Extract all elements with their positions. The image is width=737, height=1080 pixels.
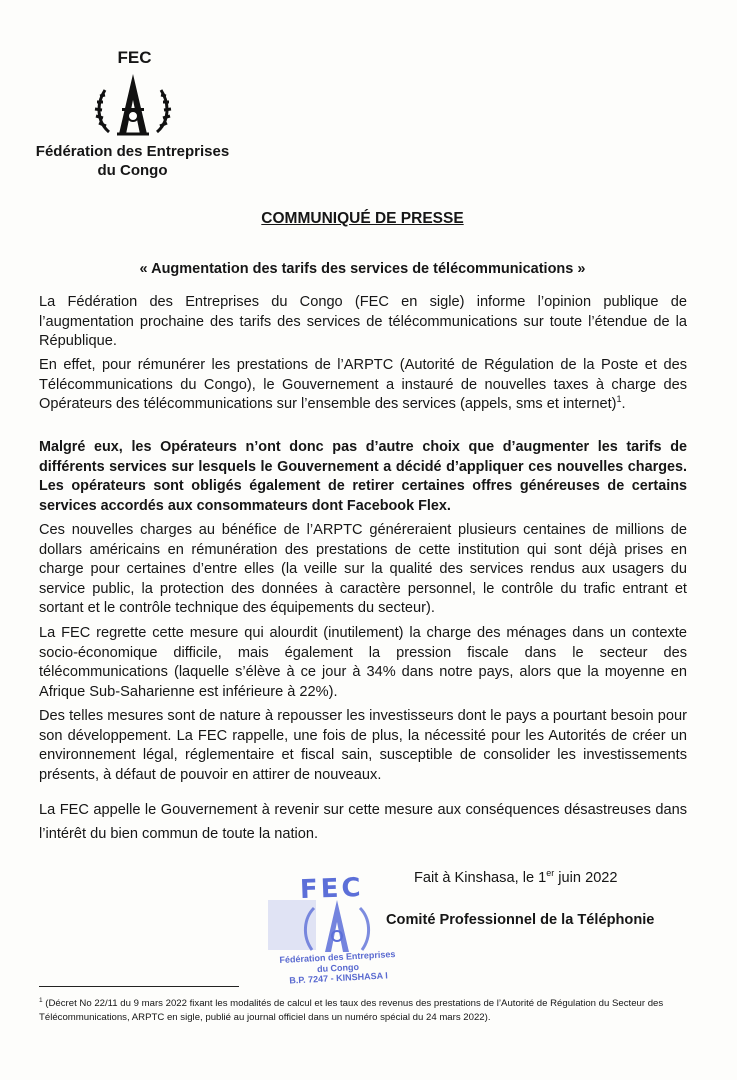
paragraph-context-text: En effet, pour rémunérer les prestations de l’ARPTC (Autorité de Régulation de la Poste et des Télécommunications du Congo), le Gouvernement a instauré de nouvelles taxes à charge des Opérateurs des télécommunications sur l’ensemble des services (appels, sms et internet) — [39, 357, 687, 412]
place-date-suffix: juin 2022 — [554, 869, 618, 886]
fec-stamp — [262, 870, 412, 990]
page-title: COMMUNIQUÉ DE PRESSE — [261, 210, 464, 227]
letterhead — [30, 48, 235, 180]
stamp-line2: du Congo — [316, 961, 360, 974]
footnote — [39, 994, 699, 1025]
paragraph-regret: La FEC regrette cette mesure qui alourdit (inutilement) la charge des ménages dans un contexte socio-économique difficile, mais également la pression fiscale dans le secteur des télécommunications (laquelle s’élève à ce jour à 34% dans notre pays, alors que la moyenne en Afrique Sub-Saharienne est inférieure à 22%). — [39, 625, 687, 700]
place-date-prefix: Fait à Kinshasa, le 1 — [414, 869, 547, 886]
press-release-subject: « Augmentation des tarifs des services de télécommunications » — [139, 261, 586, 277]
footnote-marker: 1 — [39, 997, 43, 1004]
place-and-date — [414, 868, 618, 886]
paragraph-investors: Des telles mesures sont de nature à repousser les investisseurs dont le pays a pourtant besoin pour son développement. La FEC rappelle, une fois de plus, la nécessité pour les Autorités de créer un environnement légal, réglementaire et fiscal sain, susceptible de consolider les investissements présents, à défaut de pouvoir en attirer de nouveaux. — [39, 708, 687, 783]
footnote-text: (Décret No 22/11 du 9 mars 2022 fixant les modalités de calcul et les taux des revenus des prestations de l’Autorité de Régulation du Secteur des Télécommunications, ARPTC en sigle, publié au journal officiel dans un numéro spécial du 24 mars 2022). — [39, 998, 664, 1024]
paragraph-arptc-charges: Ces nouvelles charges au bénéfice de l’ARPTC généreraient plusieurs centaines de millions de dollars américains en rémunération des prestations de cette institution qui sont déjà prises en charge pour certaines d’entre elles (la veille sur la qualité des services rendus aux usagers du service public, la protection des données à caractère personnel, le contrôle du trafic entrant et sortant et le contrôle technique des équipements du secteur). — [39, 522, 687, 616]
stamp-acronym: FEC — [299, 872, 365, 906]
paragraph-context-end: . — [621, 396, 626, 412]
letterhead-acronym: FEC — [117, 48, 152, 67]
letterhead-org-name-line2: du Congo — [97, 162, 168, 179]
signing-committee: Comité Professionnel de la Téléphonie — [386, 912, 655, 928]
paragraph-intro: La Fédération des Entreprises du Congo (FEC en sigle) informe l’opinion publique de l’augmentation prochaine des tarifs des services de télécommunications sur toute l’étendue de la République. — [39, 294, 687, 349]
footnote-reference: 1 — [616, 394, 622, 405]
footnote-divider — [39, 986, 239, 987]
stamp-line3: B.P. 7247 - KINSHASA I — [289, 970, 388, 986]
place-date-ordinal: er — [546, 868, 555, 878]
fec-emblem-icon — [93, 70, 173, 140]
letterhead-org-name-line1: Fédération des Entreprises — [35, 143, 230, 160]
paragraph-operators: Malgré eux, les Opérateurs n’ont donc pas d’autre choix que d’augmenter les tarifs de différents services sur lesquels le Gouvernement a décidé d’appliquer ces nouvelles charges. Les opérateurs sont obligés également de retirer certaines offres généreuses de certains services accordés aux consommateurs dont Facebook Flex. — [39, 439, 687, 514]
paragraph-appeal: La FEC appelle le Gouvernement à revenir sur cette mesure aux conséquences désastreuses dans l’intérêt du bien commun de toute la nation. — [39, 802, 687, 842]
paragraph-context — [39, 356, 687, 415]
stamp-line1: Fédération des Entreprises — [279, 948, 396, 966]
